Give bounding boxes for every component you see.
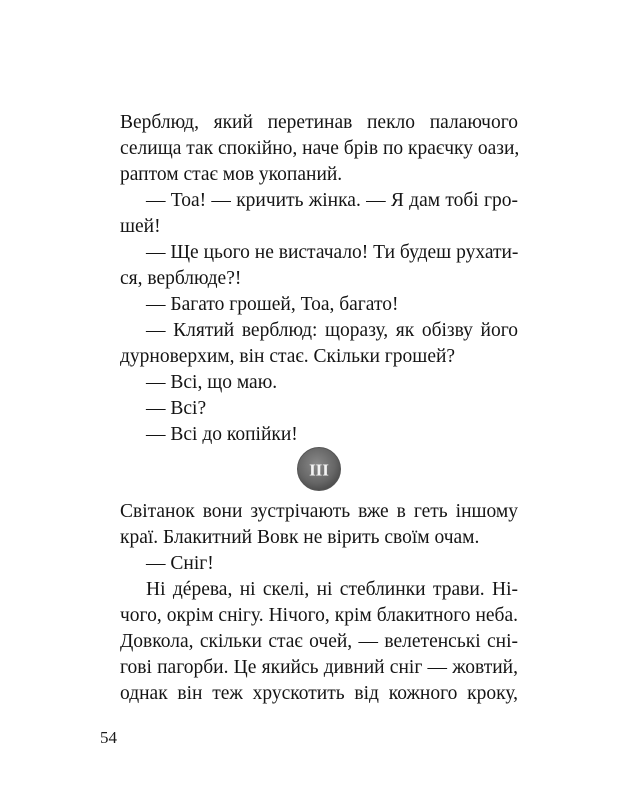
text-line: — Клятий верблюд: щоразу, як обізву його (146, 320, 518, 341)
text-line: Ні дéрева, ні скелі, ні стеблинки трави. Ні- (146, 579, 518, 600)
text-line: ся, верблюде?! (120, 268, 242, 289)
text-line: гові пагорби. Це якийсь дивний сніг — жовтий, (120, 657, 518, 678)
text-line: дурноверхим, він стає. Скільки грошей? (120, 346, 456, 367)
page-number: 54 (100, 728, 117, 747)
paragraph-block-1 (120, 110, 518, 448)
text-line: селища так спокійно, наче брів по краєчку оази, (120, 138, 520, 159)
text-line: краї. Блакитний Вовк не вірить своїм очам. (120, 527, 480, 548)
text-line: шей! (120, 216, 161, 237)
section-marker-medallion (296, 446, 342, 492)
medallion-graphic (296, 446, 342, 492)
text-line: чого, окрім снігу. Нічого, крім блакитного неба. (120, 605, 518, 626)
text-line: Верблюд, який перетинав пекло палаючого (120, 112, 518, 133)
text-line: — Ще цього не вистачало! Ти будеш рухати- (146, 242, 519, 263)
text-line: — Багато грошей, Тоа, багато! (146, 294, 399, 315)
text-line: — Всі до копійки! (146, 424, 298, 445)
text-line: Довкола, скільки стає очей, — велетенські сні- (120, 631, 518, 652)
text-line: — Тоа! — кричить жінка. — Я дам тобі гро- (146, 190, 518, 211)
text-line: однак він теж хрускотить від кожного кроку, (120, 683, 518, 704)
text-line: — Сніг! (146, 553, 214, 574)
text-line: раптом стає мов укопаний. (120, 164, 343, 185)
paragraph-block-2 (120, 499, 518, 707)
section-numeral: III (309, 460, 329, 480)
text-line: Світанок вони зустрічають вже в геть іншому (120, 501, 518, 522)
text-line: — Всі? (146, 398, 207, 419)
text-line: — Всі, що маю. (146, 372, 278, 393)
